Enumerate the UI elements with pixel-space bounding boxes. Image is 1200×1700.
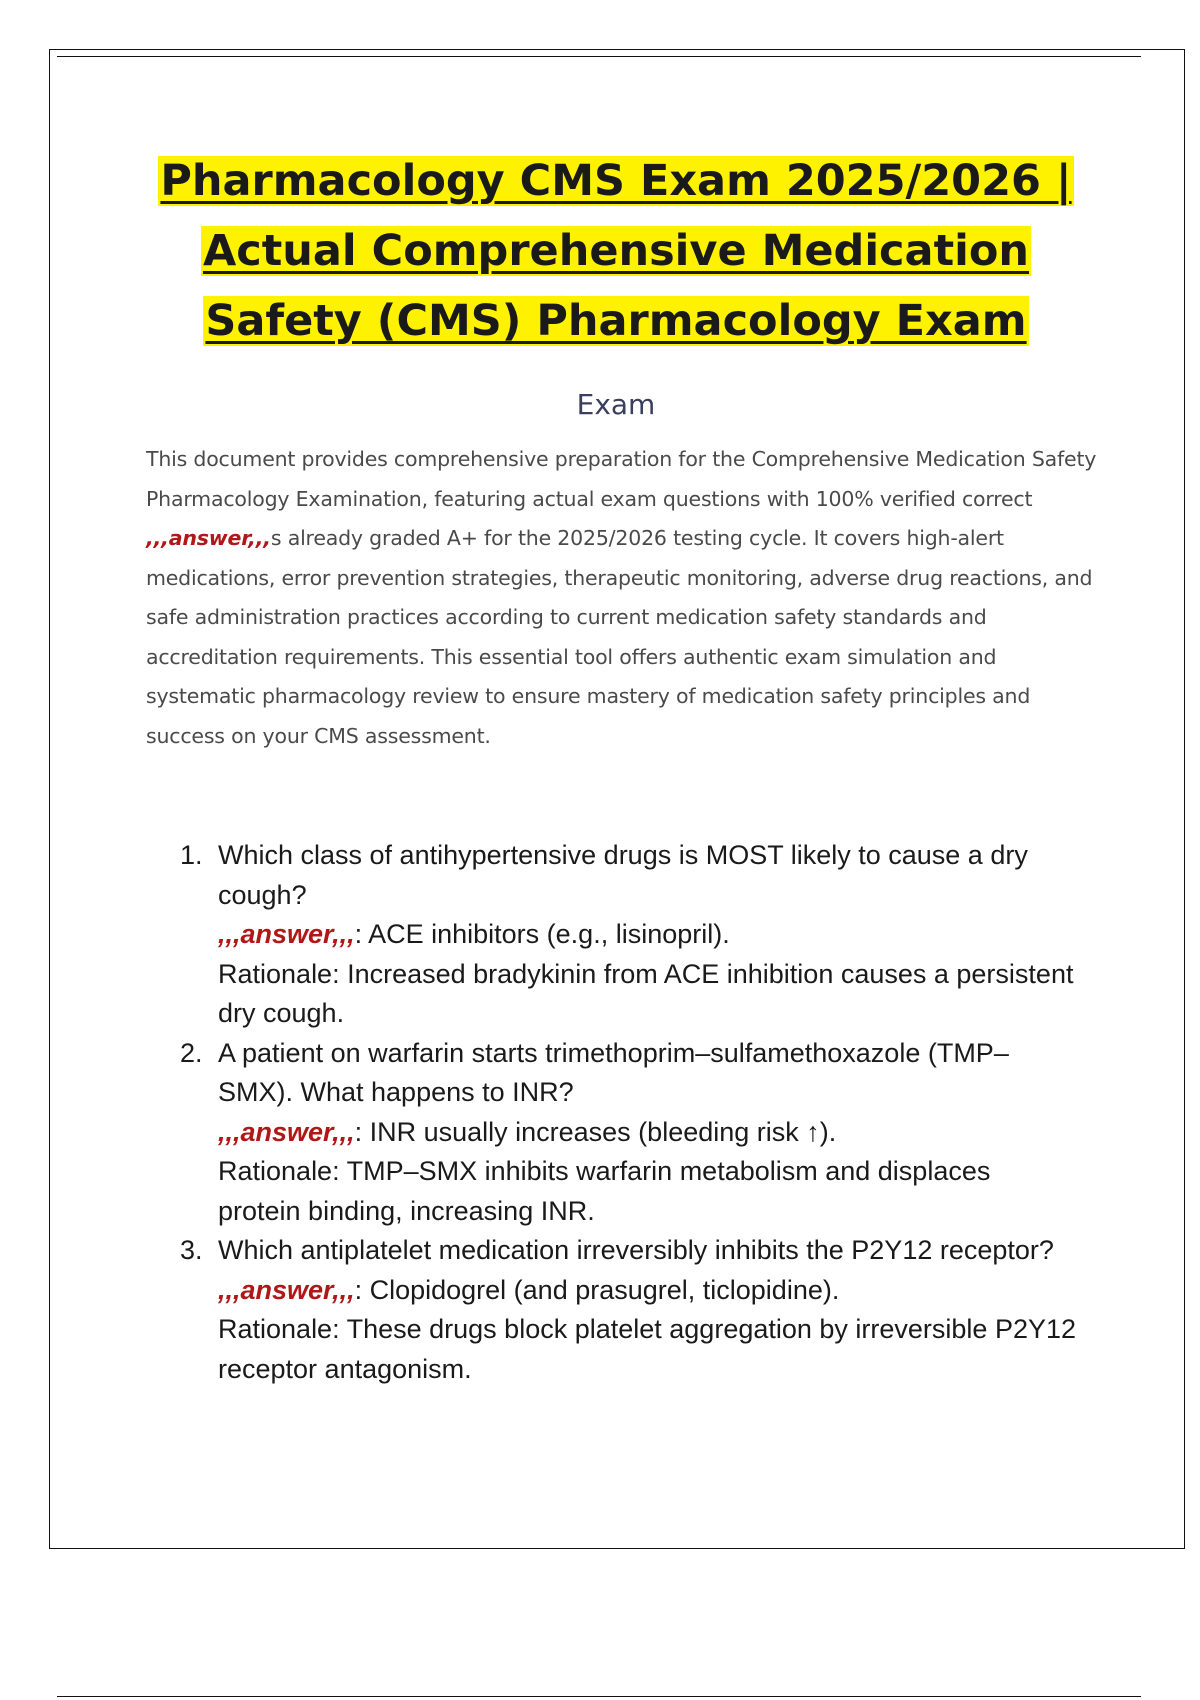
answer-line bbox=[218, 915, 1080, 955]
rationale-text: Rationale: TMP–SMX inhibits warfarin metabolism and displaces protein binding, increasing INR. bbox=[218, 1156, 991, 1226]
top-rule bbox=[57, 56, 1141, 57]
question-item-1 bbox=[180, 836, 1080, 1034]
question-text: A patient on warfarin starts trimethoprim–sulfamethoxazole (TMP–SMX). What happens to INR? bbox=[218, 1037, 1009, 1107]
document-subtitle: Exam bbox=[576, 388, 656, 421]
answer-line bbox=[218, 1113, 1080, 1153]
question-list bbox=[180, 836, 1080, 1389]
document-title bbox=[120, 146, 1112, 356]
answer-tag: ,,,answer,,, bbox=[218, 1116, 355, 1147]
question-number: 1. bbox=[180, 840, 203, 870]
rationale-text: Rationale: These drugs block platelet aggregation by irreversible P2Y12 receptor antagonism. bbox=[218, 1314, 1077, 1384]
answer-text: : INR usually increases (bleeding risk ↑). bbox=[354, 1116, 837, 1147]
intro-answer-tag: ,,,answer,,, bbox=[146, 526, 271, 550]
document-title-text: Pharmacology CMS Exam 2025/2026 | Actual Comprehensive Medication Safety (CMS) Pharmacology Exam bbox=[160, 156, 1072, 346]
intro-text-start: This document provides comprehensive preparation for the Comprehensive Medication Safety Pharmacology Examination, featuring actual exam questions with 100% verified correct bbox=[146, 447, 1097, 511]
answer-tag: ,,,answer,,, bbox=[218, 1274, 355, 1305]
intro-paragraph bbox=[146, 440, 1106, 756]
answer-text: : ACE inhibitors (e.g., lisinopril). bbox=[354, 919, 730, 949]
bottom-rule bbox=[57, 1696, 1141, 1697]
question-text: Which class of antihypertensive drugs is MOST likely to cause a dry cough? bbox=[218, 840, 1028, 910]
question-text: Which antiplatelet medication irreversibly inhibits the P2Y12 receptor? bbox=[218, 1235, 1054, 1265]
intro-text-end: s already graded A+ for the 2025/2026 testing cycle. It covers high-alert medications, error prevention strategies, therapeutic monitoring, adverse drug reactions, and safe administration practices according to current medication safety standards and accreditation requirements. This essential tool offers authentic exam simulation and systematic pharmacology review to ensure mastery of medication safety principles and success on your CMS assessment. bbox=[146, 526, 1093, 748]
answer-text: : Clopidogrel (and prasugrel, ticlopidine). bbox=[354, 1274, 840, 1305]
answer-tag: ,,,answer,,, bbox=[218, 919, 355, 949]
question-number: 3. bbox=[180, 1235, 203, 1265]
question-number: 2. bbox=[180, 1037, 203, 1068]
answer-line bbox=[218, 1271, 1080, 1311]
rationale-text: Rationale: Increased bradykinin from ACE inhibition causes a persistent dry cough. bbox=[218, 958, 1074, 1028]
question-item-2 bbox=[180, 1034, 1080, 1232]
question-item-3 bbox=[180, 1231, 1080, 1389]
